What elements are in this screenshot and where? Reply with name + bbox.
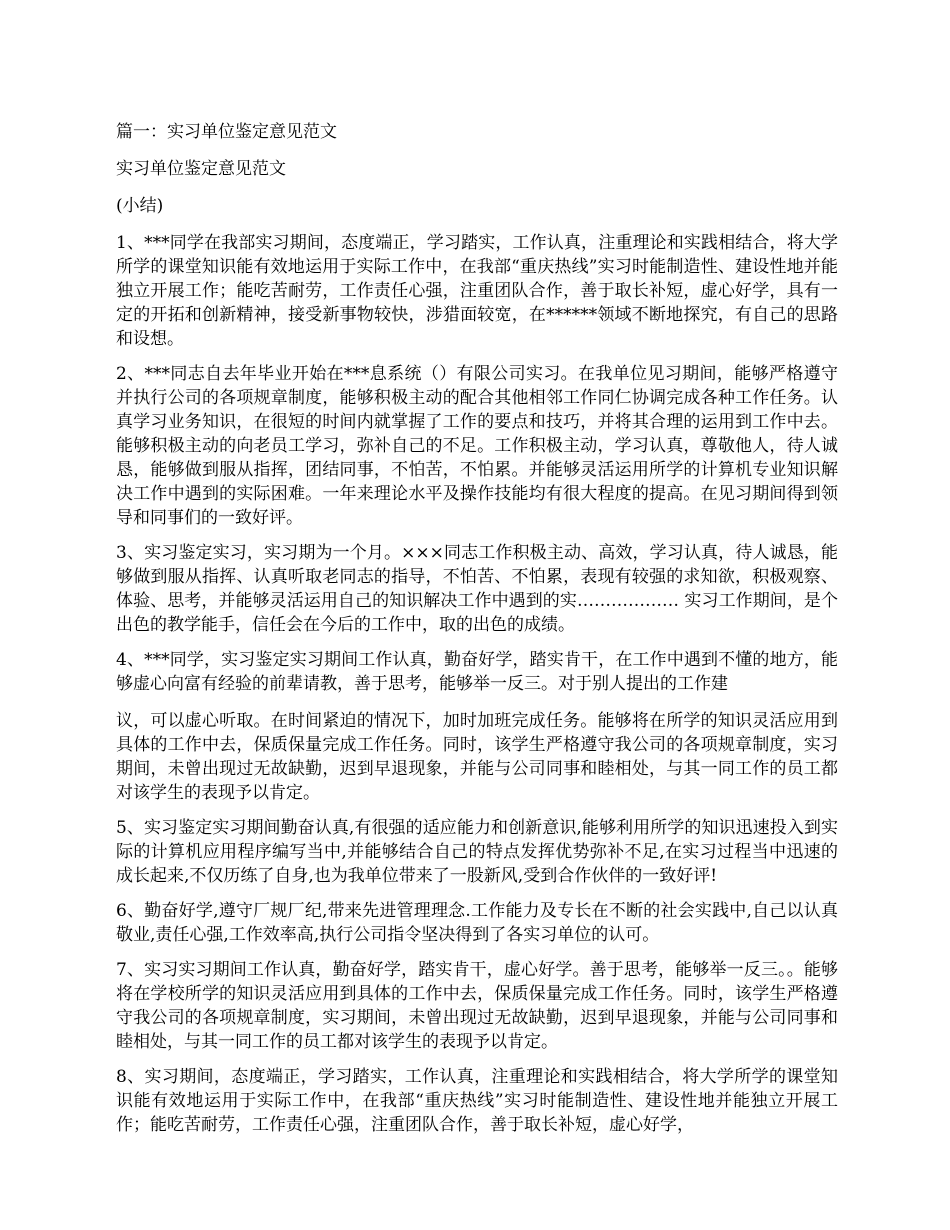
document-subheading: 实习单位鉴定意见范文	[116, 159, 286, 179]
paragraph-4: 4、***同学，实习鉴定实习期间工作认真，勤奋好学，踏实肯干，在工作中遇到不懂的地方，能够虚心向富有经验的前辈请教，善于思考，能够举一反三。对于别人提出的工作建	[116, 650, 838, 694]
paragraph-2: 2、***同志自去年毕业开始在***息系统（）有限公司实习。在我单位见习期间，能够严格遵守并执行公司的各项规章制度，能够积极主动的配合其他相邻工作同仁协调完成各种工作任务。认真学习业务知识，在很短的时间内就掌握了工作的要点和技巧，并将其合理的运用到工作中去。能够积极主动的向老员工学习，弥补自己的不足。工作积极主动，学习认真，尊敬他人，待人诚恳，能够做到服从指挥，团结同事，不怕苦，不怕累。并能够灵活运用所学的计算机专业知识解决工作中遇到的实际困难。一年来理论水平及操作技能均有很大程度的提高。在见习期间得到领导和同事们的一致好评。	[116, 364, 838, 528]
paragraph-5: 5、实习鉴定实习期间勤奋认真,有很强的适应能力和创新意识,能够利用所学的知识迅速投入到实际的计算机应用程序编写当中,并能够结合自己的特点发挥优势弥补不足,在实习过程当中迅速的成长起来,不仅历练了自身,也为我单位带来了一股新风,受到合作伙伴的一致好评!	[116, 818, 838, 886]
summary-note: (小结)	[116, 196, 164, 216]
document-page	[116, 120, 838, 1148]
paragraph-8: 8、实习期间，态度端正，学习踏实，工作认真，注重理论和实践相结合，将大学所学的课堂知识能有效地运用于实际工作中，在我部“重庆热线”实习时能制造性、建设性地并能独立开展工作；能吃苦耐劳，工作责任心强，注重团队合作，善于取长补短，虚心好学，	[116, 1067, 838, 1135]
paragraph-6: 6、勤奋好学,遵守厂规厂纪,带来先进管理理念.工作能力及专长在不断的社会实践中,自己以认真敬业,责任心强,工作效率高,执行公司指令坚决得到了各实习单位的认可。	[116, 901, 838, 945]
paragraph-4-continued: 议，可以虚心听取。在时间紧迫的情况下，加时加班完成任务。能够将在所学的知识灵活应用到具体的工作中去，保质保量完成工作任务。同时，该学生严格遵守我公司的各项规章制度，实习期间，未曾出现过无故缺勤，迟到早退现象，并能与公司同事和睦相处，与其一同工作的员工都对该学生的表现予以肯定。	[116, 711, 838, 803]
paragraph-7: 7、实习实习期间工作认真，勤奋好学，踏实肯干，虚心好学。善于思考，能够举一反三。。能够将在学校所学的知识灵活应用到具体的工作中去，保质保量完成工作任务。同时，该学生严格遵守我公司的各项规章制度，实习期间，未曾出现过无故缺勤，迟到早退现象，并能与公司同事和睦相处，与其一同工作的员工都对该学生的表现予以肯定。	[116, 960, 838, 1052]
paragraph-3: 3、实习鉴定实习，实习期为一个月。×××同志工作积极主动、高效，学习认真，待人诚恳，能够做到服从指挥、认真听取老同志的指导，不怕苦、不怕累，表现有较强的求知欲，积极观察、体验、思考，并能够灵活运用自己的知识解决工作中遇到的实……………… 实习工作期间，是个出色的教学能手，信任会在今后的工作中，取的出色的成绩。	[116, 543, 838, 635]
paragraph-1: 1、***同学在我部实习期间，态度端正，学习踏实，工作认真，注重理论和实践相结合，将大学所学的课堂知识能有效地运用于实际工作中，在我部“重庆热线”实习时能制造性、建设性地并能独立开展工作；能吃苦耐劳，工作责任心强，注重团队合作，善于取长补短，虚心好学，具有一定的开拓和创新精神，接受新事物较快，涉猎面较宽，在******领域不断地探究，有自己的思路和设想。	[116, 233, 838, 349]
document-heading: 篇一：实习单位鉴定意见范文	[116, 122, 337, 142]
